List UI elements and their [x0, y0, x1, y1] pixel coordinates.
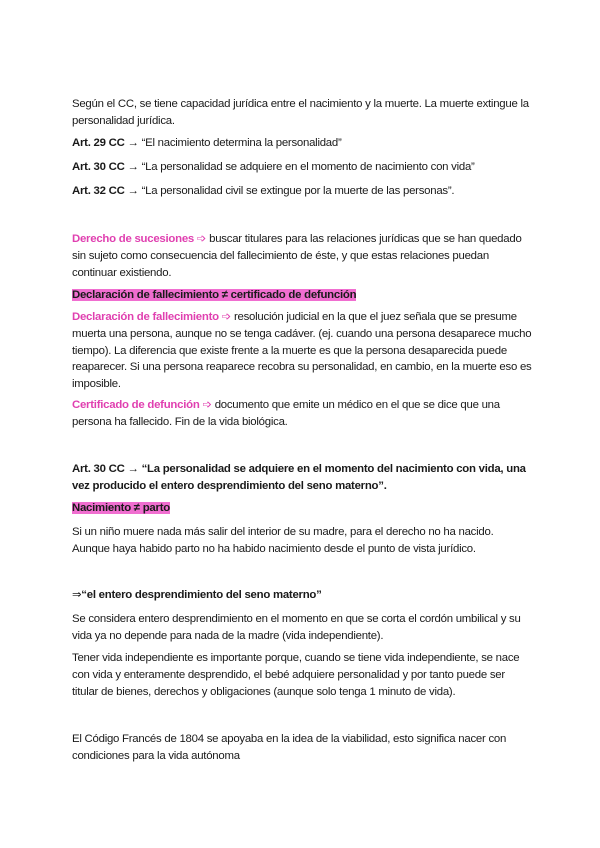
- arrow-icon: ➩: [196, 233, 207, 245]
- arrow-icon: →: [127, 161, 139, 173]
- arrow-icon: →: [127, 185, 139, 197]
- article-text: “La personalidad civil se extingue por la muerte de las personas”.: [141, 185, 455, 197]
- desprendimiento-paragraph: Se considera entero desprendimiento en el momento en que se corta el cordón umbilical y su vida ya no depende para nada de la madre (vida independiente).: [72, 613, 521, 642]
- certificado-paragraph: [72, 397, 532, 431]
- sucesiones-text: buscar titulares para las relaciones jurídicas que se han quedado sin sujeto como consecuencia del fallecimiento de éste, y que estas relaciones puedan continuar existiendo.: [72, 233, 522, 279]
- vida-independiente-paragraph: Tener vida independiente es importante porque, cuando se tiene vida independiente, se nace con vida y enteramente desprendido, el bebé adquiere personalidad y por tanto puede ser titular de bienes, derechos y obligaciones (aunque solo tenga 1 minuto de vida).: [72, 652, 520, 698]
- nacimiento-paragraph: Si un niño muere nada más salir del interior de su madre, para el derecho no ha nacido. Aunque haya habido parto no ha habido nacimiento desde el punto de vista jurídico.: [72, 526, 494, 555]
- declaracion-term: Declaración de fallecimiento: [72, 311, 219, 323]
- codigo-frances-paragraph: El Código Francés de 1804 se apoyaba en la idea de la viabilidad, esto significa nacer con condiciones para la vida autónoma: [72, 733, 507, 762]
- declaracion-paragraph: [72, 309, 532, 393]
- double-arrow-icon: ⇒: [72, 589, 82, 601]
- declaracion-text: resolución judicial en la que el juez señala que se presume muerta una persona, aunque no se tenga cadáver. (ej. cuando una persona desaparece mucho tiempo). La diferencia que existe frente a la muerte es que la persona desaparecida puede reaparecer. Si una persona reaparece recobra su personalidad, en cambio, en la muerte eso es imposible.: [72, 311, 532, 391]
- article-ref: Art. 30 CC: [72, 161, 125, 173]
- article-text: “La personalidad se adquiere en el momento de nacimiento con vida”: [141, 161, 475, 173]
- article-30-line: [72, 159, 532, 176]
- sucesiones-paragraph: [72, 231, 532, 281]
- article-ref: Art. 29 CC: [72, 137, 125, 149]
- heading-declaracion: Declaración de fallecimiento ≠ certificado de defunción: [72, 289, 357, 301]
- arrow-icon: →: [127, 463, 139, 475]
- arrow-icon: →: [127, 137, 139, 149]
- desprendimiento-heading: ⇒“el entero desprendimiento del seno materno”: [72, 589, 322, 601]
- certificado-term: Certificado de defunción: [72, 399, 200, 411]
- article-ref: Art. 32 CC: [72, 185, 125, 197]
- article-32-line: [72, 183, 532, 200]
- sucesiones-term: Derecho de sucesiones: [72, 233, 194, 245]
- article-text: “La personalidad se adquiere en el momento del nacimiento con vida, una vez producido el entero desprendimiento del seno materno”.: [72, 463, 526, 492]
- certificado-text: documento que emite un médico en el que se dice que una persona ha fallecido. Fin de la vida biológica.: [72, 399, 500, 428]
- article-text: “El nacimiento determina la personalidad”: [141, 137, 342, 149]
- arrow-icon: ➩: [202, 399, 212, 411]
- arrow-icon: ➩: [221, 311, 232, 323]
- article-30-full: [72, 461, 532, 495]
- heading-nacimiento: Nacimiento ≠ parto: [72, 502, 170, 514]
- intro-paragraph: Según el CC, se tiene capacidad jurídica entre el nacimiento y la muerte. La muerte extingue la personalidad jurídica.: [72, 98, 529, 127]
- article-29-line: [72, 135, 532, 152]
- article-ref: Art. 30 CC: [72, 463, 125, 475]
